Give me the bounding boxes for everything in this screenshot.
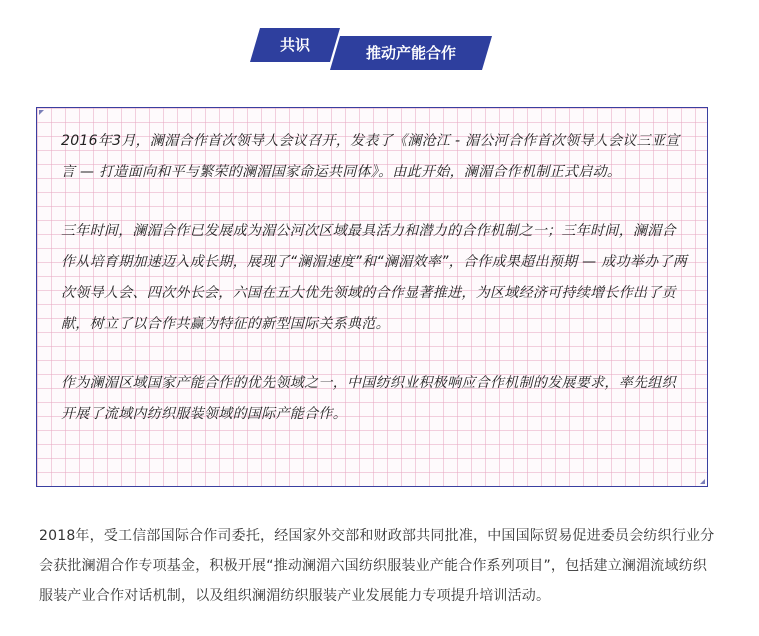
corner-decoration-icon [39,110,44,115]
section-header [250,28,502,70]
quote-paragraph: 三年时间，澜湄合作已发展成为湄公河次区域最具活力和潜力的合作机制之一；三年时间，澜湄合作从培育期加速迈入成长期，展现了“澜湄速度”和“澜湄效率”，合作成果超出预期 — 成功举办了两次领导人会、四次外长会，六国在五大优先领域的合作显著推进，为区域经济可持续增长作出了贡献，树立了以合作共赢为特征的新型国际关系典范。 [61,223,688,332]
resize-corner-icon [700,479,705,484]
header-tag-label: 共识 [279,36,310,54]
quote-paragraph: 2016年3月，澜湄合作首次领导人会议召开，发表了《澜沧江 - 湄公河合作首次领导人会议三亚宣言 — 打造面向和平与繁荣的澜湄国家命运共同体》。由此开始，澜湄合作机制正式启动。 [61,133,680,180]
header-title: 推动产能合作 [365,44,456,62]
quote-box [36,107,708,487]
quote-paragraph: 作为澜湄区域国家产能合作的优先领域之一，中国纺织业积极响应合作机制的发展要求，率先组织开展了流域内纺织服装领域的国际产能合作。 [61,375,676,422]
body-paragraph: 2018年，受工信部国际合作司委托，经国家外交部和财政部共同批准，中国国际贸易促进委员会纺织行业分会获批澜湄合作专项基金，积极开展“推动澜湄六国纺织服装业产能合作系列项目”，包括建立澜湄流域纺织服装产业合作对话机制，以及组织澜湄纺织服装产业发展能力专项提升培训活动。 [39,528,715,604]
